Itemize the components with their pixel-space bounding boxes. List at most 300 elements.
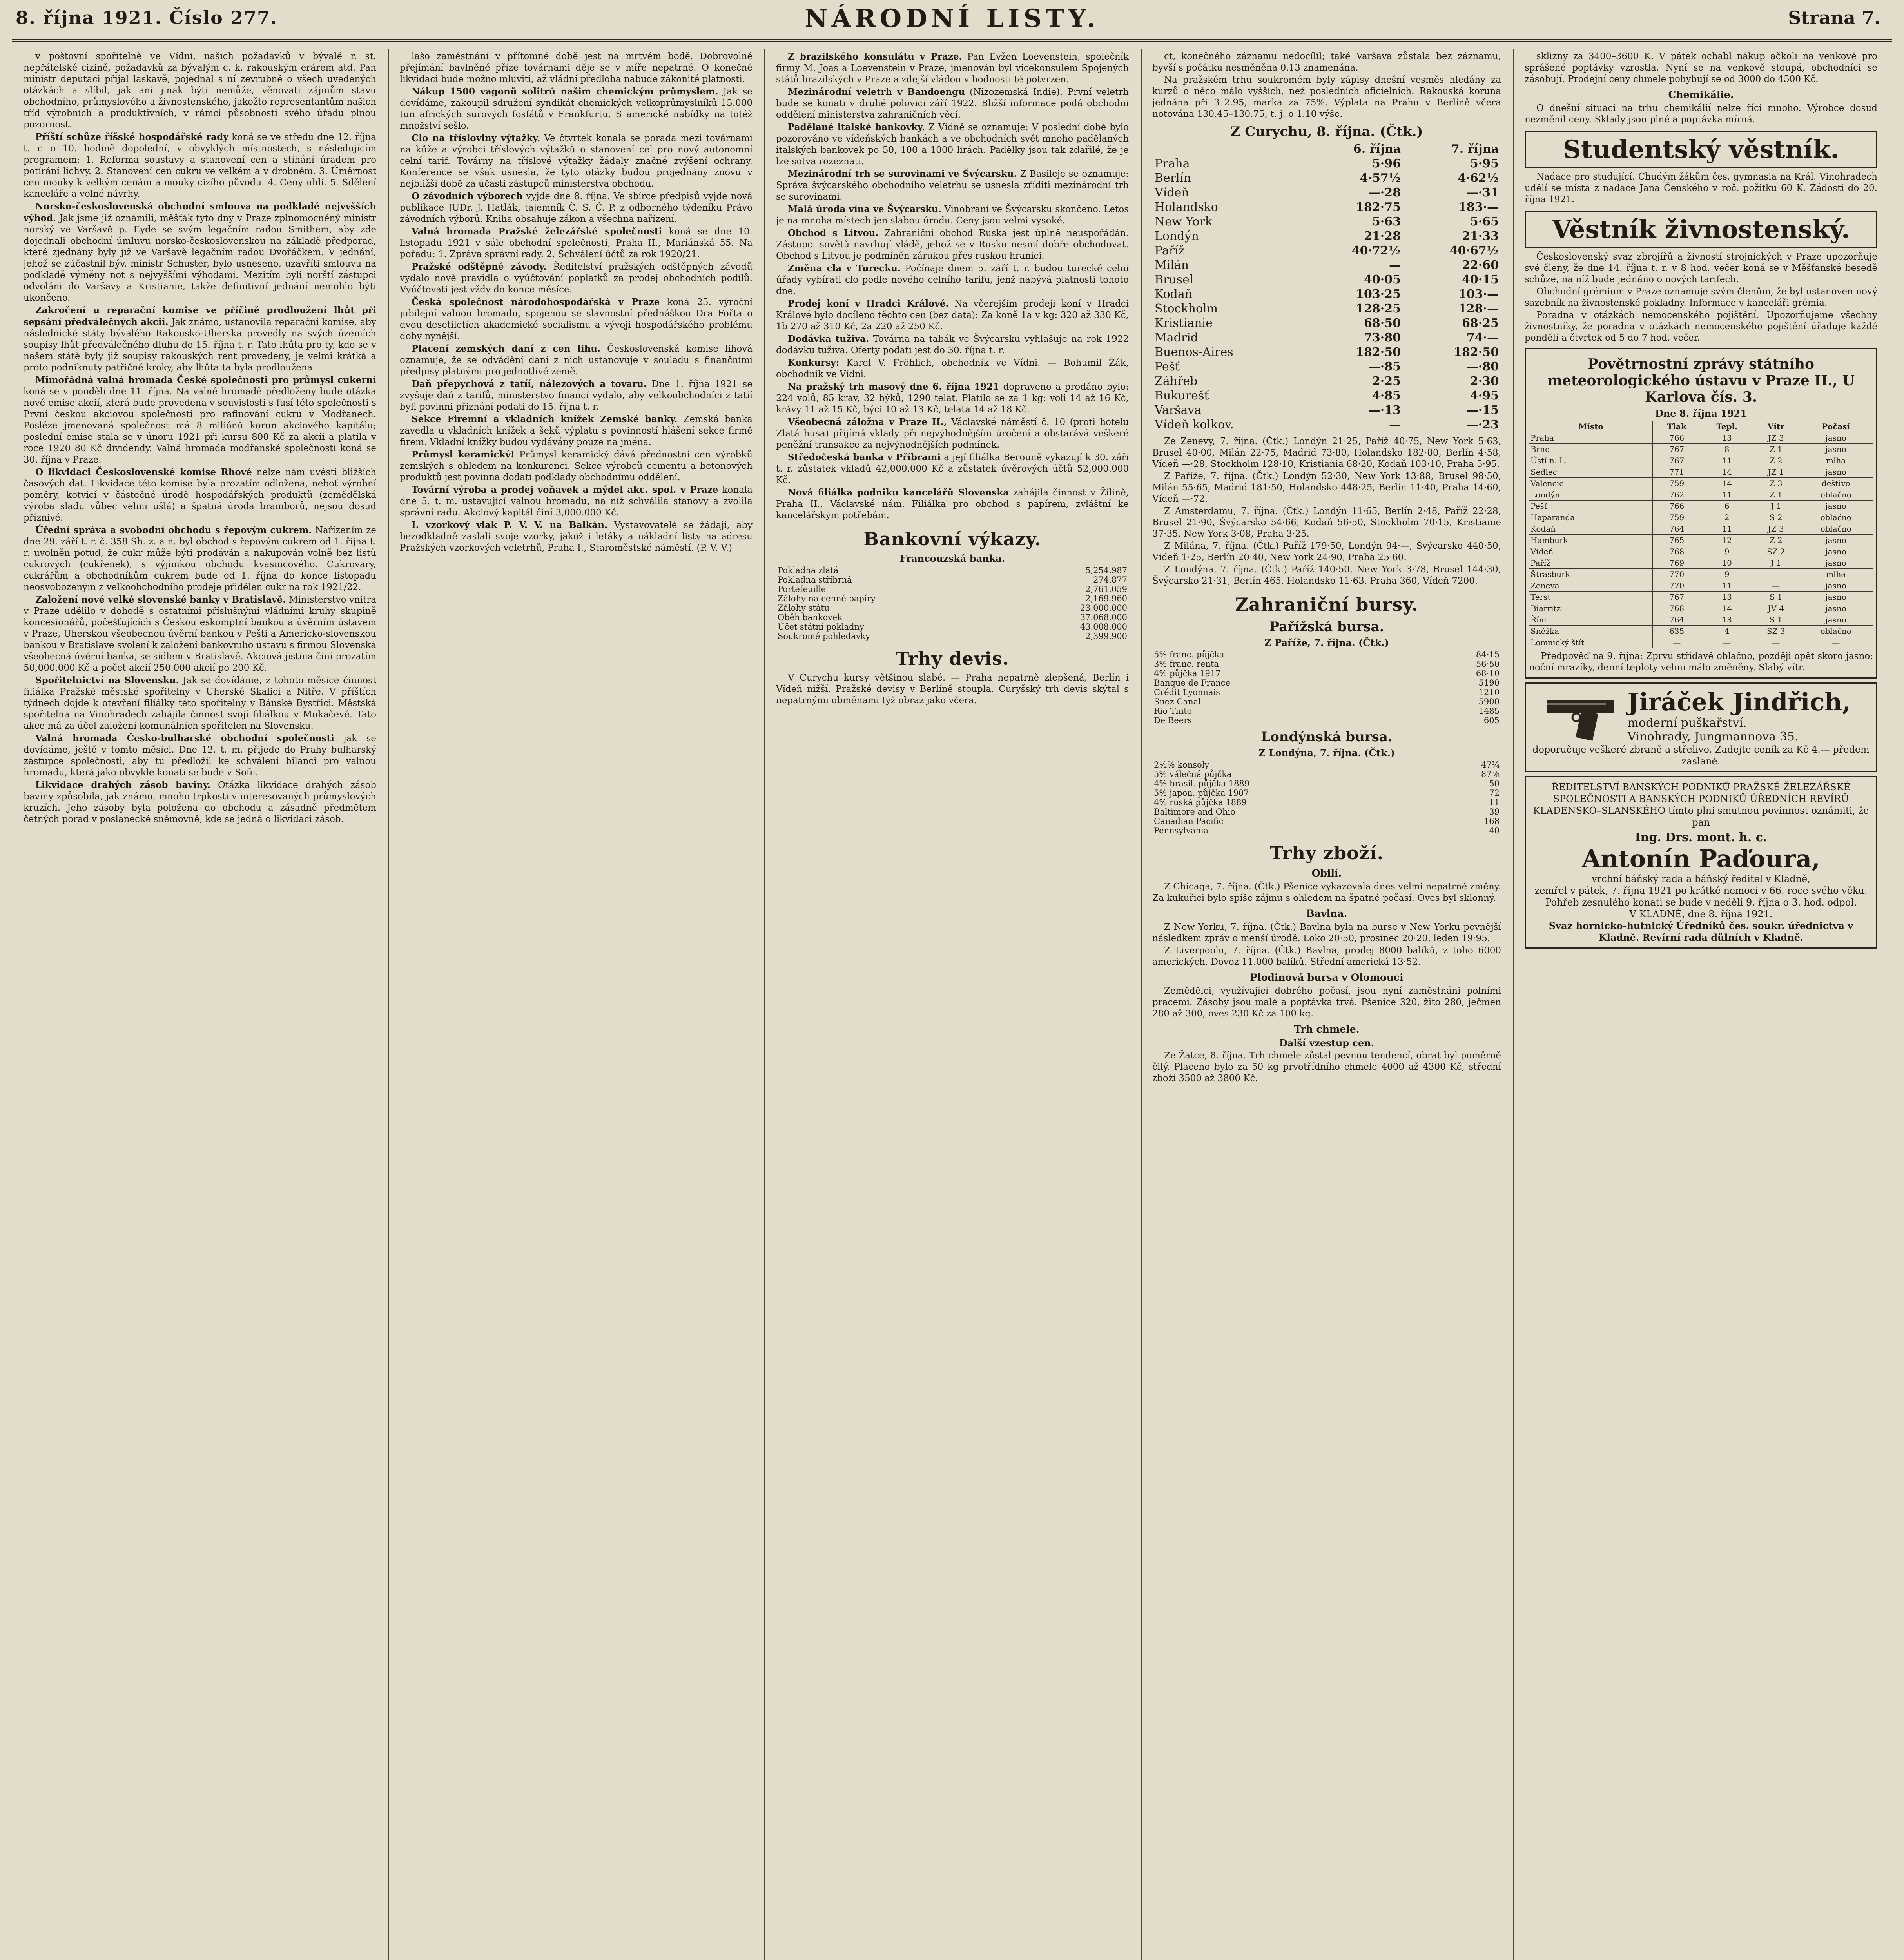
- weather-state: jasno: [1799, 603, 1873, 614]
- weather-state: jasno: [1799, 557, 1873, 569]
- article-text: Z Paříže, 7. října. (Čtk.) Londýn 52·30, New York 13·88, Brusel 98·50, Milán 55·65, Madrid 181·50, Holandsko 448·25, Berlín 11·40, Praha 14·60, Vídeň —·72.: [1152, 471, 1501, 504]
- weather-wind: SZ 3: [1753, 626, 1799, 637]
- currency-name: Berlín: [1155, 171, 1191, 185]
- article-heading: Daň přepychová z tatíí, nálezových a tovaru.: [412, 379, 647, 389]
- gunsmith-desc: doporučuje veškeré zbraně a střelivo. Zadejte ceník za Kč 4.— předem zaslané.: [1532, 744, 1870, 767]
- currency-name: Madrid: [1155, 331, 1198, 345]
- weather-wind: JZ 1: [1753, 466, 1799, 478]
- rate-oct-7: 182·50: [1454, 345, 1499, 359]
- article-text: Prodej koní v Hradci Králové. Na včerejším prodeji koní v Hradci Králové bylo docíleno těchto cen (bez data): Za koně 1a v kg: 320 až 330 Kč, 1b 270 až 310 Kč, 2a 220 až 250 Kč.: [776, 298, 1129, 332]
- london-row: [1152, 788, 1501, 798]
- rate-oct-7: 128·—: [1458, 302, 1499, 316]
- article-heading: Česká společnost národohospodářská v Praze: [412, 297, 660, 307]
- article-heading: Příští schůze říšské hospodářské rady: [35, 132, 228, 142]
- weather-pressure: 768: [1653, 546, 1701, 557]
- column-2: [400, 51, 753, 1960]
- article-heading: Na pražský trh masový dne 6. října 1921: [788, 381, 999, 392]
- page-header: [0, 0, 1904, 51]
- row-label: Baltimore and Ohio: [1154, 807, 1235, 817]
- row-value: 68·10: [1476, 669, 1500, 678]
- section-title: Zahraniční bursy.: [1235, 594, 1418, 615]
- weather-pressure: 765: [1653, 535, 1701, 546]
- article-text: Z Londýna, 7. října. (Čtk.) Paříž 140·50, New York 3·78, Brusel 144·30, Švýcarsko 21·31, Berlín 465, Holandsko 11·63, Praha 360, Vídeň 7200.: [1152, 564, 1501, 586]
- column-4: [1152, 51, 1501, 1960]
- weather-state: deštivo: [1799, 478, 1873, 489]
- weather-wind: —: [1753, 580, 1799, 592]
- row-value: 72: [1489, 788, 1500, 798]
- row-value: 84·15: [1476, 650, 1500, 659]
- paris-row: [1152, 706, 1501, 716]
- rate-oct-6: 68·50: [1364, 316, 1401, 330]
- article-text: Valná hromada Pražské železářské společnosti koná se dne 10. listopadu 1921 v sále obchodní společnosti, Praha II., Mariánská 55. Na pořadu: 1. Zpráva správní rady. 2. Schválení účtů za rok 1920/21.: [400, 226, 753, 260]
- article-text: Z Liverpoolu, 7. října. (Čtk.) Bavlna, prodej 8000 balíků, z toho 6000 amerických. Dovoz 11.000 balíků. Střední americká 13·52.: [1152, 946, 1501, 967]
- article-text: Pražské odštěpné závody. Ředitelství pražských odštěpných závodů vydalo nově pravidla o vyúčtování poplatků za prodej obchodních podílů. Vyúčtovati jest vždy do konce měsíce.: [400, 261, 753, 295]
- weather-header: Počasí: [1799, 421, 1873, 432]
- article-text: Příští schůze říšské hospodářské rady koná se ve středu dne 12. října t. r. o 10. hodině dopolední, v obvyklých místnostech, s následujícím programem: 1. Reforma soustavy a stanovení cen a stíhání úradem pro potírání lichvy. 2. Stanovení cen cukru ve velkém a v drobném. 3. Úměrnost cen mouky k velkým cenám a mouky cizího původu. 4. Ceny uhlí. 5. Sdělení kanceláře a volné návrhy.: [24, 132, 376, 199]
- currency-name: Vídeň: [1155, 186, 1189, 200]
- bank-table: [776, 566, 1129, 641]
- weather-place: Štrasburk: [1529, 569, 1653, 580]
- weather-row: [1529, 489, 1873, 501]
- weather-row: [1529, 478, 1873, 489]
- section-subtitle: Francouzská banka.: [899, 553, 1005, 564]
- article-heading: Padělané italské bankovky.: [788, 122, 925, 132]
- weather-pressure: 766: [1653, 501, 1701, 512]
- currency-name: Stockholm: [1155, 302, 1218, 316]
- vestnik-zivnostensky-banner: Věstník živnostenský.: [1525, 211, 1877, 248]
- weather-pressure: 770: [1653, 569, 1701, 580]
- weather-pressure: 771: [1653, 466, 1701, 478]
- weather-report: [1525, 348, 1877, 679]
- weather-state: jasno: [1799, 444, 1873, 455]
- row-label: Rio Tinto: [1154, 706, 1192, 716]
- weather-wind: —: [1753, 637, 1799, 648]
- london-row: [1152, 826, 1501, 835]
- currency-name: Holandsko: [1155, 200, 1218, 214]
- currency-name: Varšava: [1155, 403, 1202, 417]
- row-label: 5% japon. půjčka 1907: [1154, 788, 1249, 798]
- column-3: [776, 51, 1129, 1960]
- row-label: 5% franc. půjčka: [1154, 650, 1224, 659]
- date-issue: 8. října 1921. Číslo 277.: [16, 7, 277, 28]
- weather-row: [1529, 637, 1873, 648]
- article-text: Daň přepychová z tatíí, nálezových a tovaru. Dne 1. října 1921 se zvyšuje daň z tarifů, ministerstvo financí vydalo, aby velkoobchodníci z tatíí byli povinni přiznání podati do 15. října t. r.: [400, 379, 753, 412]
- row-value: 168: [1483, 817, 1500, 826]
- rate-oct-7: 74·—: [1466, 331, 1499, 345]
- article-text: Ze Žatce, 8. října. Trh chmele zůstal pevnou tendencí, obrat byl poměrně čilý. Placeno bylo za 50 kg prvotřídního chmele 4000 až 4300 Kč, střední zboží 3500 až 3800 Kč.: [1152, 1051, 1501, 1083]
- currency-name: Vídeň kolkov.: [1155, 418, 1234, 432]
- weather-header: Tepl.: [1701, 421, 1753, 432]
- zurich-table: [1152, 142, 1501, 432]
- weather-wind: SZ 2: [1753, 546, 1799, 557]
- article-text: Mimořádná valná hromada České společnosti pro průmysl cukerní koná se v pondělí dne 11. října. Na valné hromadě předloženy bude otázka nové emise akcií, která bude provedena v souvislosti s fusí této společnosti s První českou akciovou společností pro rafinování cukru v Modřanech. Posléze jmenovaná společnost má 8 miliónů korun akciového kapitálu; poslední emise stala se v únoru 1921 při kursu 800 Kč za akcii a platila v roce 1920 80 Kč dividendy. Valná hromada modřanské společnosti koná se 30. října v Praze.: [24, 375, 376, 465]
- weather-row: [1529, 455, 1873, 466]
- currency-name: Záhřeb: [1155, 374, 1198, 388]
- weather-temp: 9: [1701, 546, 1753, 557]
- row-label: 5% válečná půjčka: [1154, 769, 1232, 779]
- rate-oct-6: 5·96: [1372, 157, 1401, 171]
- weather-pressure: 767: [1653, 592, 1701, 603]
- section-title: Trhy devis.: [896, 648, 1009, 669]
- paris-row: [1152, 697, 1501, 706]
- weather-wind: S 1: [1753, 614, 1799, 626]
- weather-temp: —: [1701, 637, 1753, 648]
- row-label: Canadian Pacific: [1154, 817, 1224, 826]
- weather-row: [1529, 614, 1873, 626]
- row-label: 4% ruská půjčka 1889: [1154, 798, 1247, 807]
- rate-oct-6: 2·25: [1372, 374, 1401, 388]
- section-subtitle: Pařížská bursa.: [1269, 619, 1384, 635]
- weather-row: [1529, 603, 1873, 614]
- row-value: 1485: [1478, 706, 1500, 716]
- row-label: Soukromé pohledávky: [778, 632, 870, 641]
- obituary-signers: Svaz hornicko-hutnický Úředníků čes. soukr. úřednictva v Kladně. Revírní rada důlních v Kladně.: [1549, 920, 1853, 943]
- article-text: Placení zemských daní z cen lihu. Československá komise lihová oznamuje, že se odvádění daní z nich ustanovuje v souladu s finančními předpisy platnými pro jednotlivé země.: [400, 343, 753, 377]
- london-row: [1152, 769, 1501, 779]
- row-value: 5,254.987: [1085, 566, 1127, 575]
- weather-forecast: Předpověď na 9. října: Zprvu střídavě oblačno, později opět skoro jasno; noční mrazíky, denní teploty velmi málo změněny. Slabý vítr.: [1529, 651, 1873, 673]
- section-subtitle: Chemikálie.: [1668, 89, 1734, 100]
- weather-row: [1529, 580, 1873, 592]
- row-label: 4% brasil. půjčka 1889: [1154, 779, 1250, 788]
- london-row: [1152, 760, 1501, 769]
- article-heading: Prodej koní v Hradci Králové.: [788, 298, 949, 309]
- section-subtitle: Plodinová bursa v Olomouci: [1250, 972, 1404, 983]
- weather-temp: 18: [1701, 614, 1753, 626]
- weather-state: jasno: [1799, 592, 1873, 603]
- weather-place: Ústí n. L.: [1529, 455, 1653, 466]
- weather-wind: JZ 3: [1753, 523, 1799, 535]
- weather-pressure: 764: [1653, 523, 1701, 535]
- article-text: Padělané italské bankovky. Z Vídně se oznamuje: V poslední době bylo pozorováno ve vídeňských bankách a ve obchodních svět mnoho padělaných italských bankovek po 50, 100 a 1000 lirách. Padělky jsou tak zdařilé, že je lze sotva rozeznati.: [776, 122, 1129, 167]
- zurich-header: 6. října: [1353, 142, 1401, 156]
- pistol-icon: [1539, 688, 1625, 743]
- weather-temp: 2: [1701, 512, 1753, 523]
- zurich-row: [1152, 214, 1501, 229]
- section-title: Bankovní výkazy.: [863, 528, 1041, 550]
- currency-name: Brusel: [1155, 273, 1193, 287]
- row-label: 3% franc. renta: [1154, 659, 1219, 669]
- currency-name: Praha: [1155, 157, 1190, 171]
- zurich-row: [1152, 229, 1501, 243]
- weather-state: jasno: [1799, 466, 1873, 478]
- rate-oct-7: —·15: [1466, 403, 1499, 417]
- weather-state: mlha: [1799, 569, 1873, 580]
- weather-state: oblačno: [1799, 489, 1873, 501]
- weather-state: mlha: [1799, 455, 1873, 466]
- paris-row: [1152, 678, 1501, 688]
- article-text: Clo na třísloviny výtažky. Ve čtvrtek konala se porada mezi továrnami na kůže a výrobci tříslových výtažků o stanovení cel pro nový autonomní celní tarif. Továrny na tříslové výtažky žádaly značné zvýšení ochrany. Konference se však usnesla, že tyto otázky budou projednány znovu v nejbližší době za účasti zástupců ministerstva obchodu.: [400, 133, 753, 189]
- row-value: 5190: [1478, 678, 1500, 688]
- bank-row: [776, 584, 1129, 594]
- weather-place: Sněžka: [1529, 626, 1653, 637]
- article-text: v poštovní spořitelně ve Vídni, našich požadavků v bývalé r. st. nepřátelské cizině, požadavků za bývalým c. k. rakouským erárem atd. Pan ministr deputaci přijal laskavě, pojednal s ní zevrubně o všech uvedených otázkách a slíbil, jak ani jinak býti nemůže, věnovati zájmům stavu obchodního, průmyslového a živnostenského, jakožto representantům našich tříd výrobních a produktivních, v rámci působnosti svého úřadu plnou pozornost.: [24, 51, 376, 130]
- weather-state: oblačno: [1799, 512, 1873, 523]
- article-text: ct, konečného záznamu nedocílil; také Varšava zůstala bez záznamu, byvší s počátku nesměněna 0.13 znamenána.: [1152, 51, 1501, 73]
- article-text: Sekce Firemní a vkladních knížek Zemské banky. Zemská banka zavedla u vkladních knížek a šeků výplatu s povinností hlášení sekce firmě firem. Vkladní knížky budou vydávány pouze na jména.: [400, 414, 753, 447]
- rate-oct-7: 103·—: [1458, 287, 1499, 301]
- article-text: Z Chicaga, 7. října. (Čtk.) Pšenice vykazovala dnes velmi nepatrné změny. Za kukuřici bylo spíše zájmu s ohledem na špatné počasí. Oves byl sklonný.: [1152, 882, 1501, 903]
- zurich-row: [1152, 388, 1501, 403]
- article-text: Nadace pro studující. Chudým žákům čes. gymnasia na Král. Vinohradech udělí se místa z nadace Jana Čenského v roč. požitku 60 K. Žádosti do 20. října 1921.: [1525, 172, 1877, 205]
- weather-table: [1529, 421, 1873, 648]
- zurich-row: [1152, 272, 1501, 287]
- weather-place: Haparanda: [1529, 512, 1653, 523]
- row-label: Pokladna stříbrná: [778, 575, 852, 584]
- weather-header: Tlak: [1653, 421, 1701, 432]
- row-value: 39: [1489, 807, 1500, 817]
- weather-place: Sedlec: [1529, 466, 1653, 478]
- rate-oct-7: 4·95: [1470, 389, 1499, 403]
- article-text: Středočeská banka v Příbrami a její filiálka Berouně vykazují k 30. září t. r. zůstatek vkladů 42,000.000 Kč a zůstatek úvěrových účtů 52,000.000 Kč.: [776, 452, 1129, 485]
- weather-pressure: 770: [1653, 580, 1701, 592]
- article-text: Spořitelnictví na Slovensku. Jak se dovídáme, z tohoto měsíce činnost filiálka Pražské městské spořitelny v Uherské Skalici a Nitře. V příštích týdnech dojde k otevření filiálky této spořitelny v Bánské Bystřici. Městská spořitelna na Vinohradech zahájila činnost svojí filiálkou v Mukačevě. Tato akce má za účel založení komunálních spořitelen na Slovensku.: [24, 675, 376, 731]
- weather-state: jasno: [1799, 535, 1873, 546]
- weather-pressure: 762: [1653, 489, 1701, 501]
- advertisement-gunsmith: [1525, 682, 1877, 772]
- weather-wind: JZ 3: [1753, 432, 1799, 444]
- weather-place: Pešť: [1529, 501, 1653, 512]
- weather-place: Londýn: [1529, 489, 1653, 501]
- article-text: Obchod s Litvou. Zahraniční obchod Ruska jest úplně neuspořádán. Zástupci sovětů navrhují vládě, jehož se v Rusku nesmí dobře obchodovat. Obchod s Litvou je podmíněn zárukou přes ruskou hranici.: [776, 228, 1129, 261]
- row-value: 43.008.000: [1080, 622, 1127, 632]
- weather-row: [1529, 444, 1873, 455]
- row-value: 47¾: [1481, 760, 1500, 769]
- article-text: Poradna v otázkách nemocenského pojištění. Upozorňujeme všechny živnostníky, že poradna v otázkách nemocenského pojištění úřaduje každé pondělí a čtvrtek od 5 do 7 hod. večer.: [1525, 310, 1877, 343]
- zurich-row: [1152, 287, 1501, 301]
- rate-oct-6: 40·72½: [1351, 244, 1401, 258]
- article-heading: Clo na třísloviny výtažky.: [412, 133, 540, 143]
- weather-row: [1529, 512, 1873, 523]
- masthead: NÁRODNÍ LISTY.: [805, 4, 1099, 33]
- weather-wind: Z 3: [1753, 478, 1799, 489]
- row-label: Pokladna zlatá: [778, 566, 839, 575]
- section-subtitle: Londýnská bursa.: [1261, 729, 1393, 745]
- article-text: O závodních výborech vyjde dne 8. října. Ve sbírce předpisů vyjde nová publikace JUDr. J. Hatlák, tajemník Č. S. Č. P. z odborného týdeníku Právo závodních výborů. Kniha obsahuje zákon a všechna nařízení.: [400, 191, 753, 224]
- weather-row: [1529, 501, 1873, 512]
- article-text: Mezinárodní veletrh v Bandoengu (Nizozemská Indie). První veletrh bude se konati v druhé polovici září 1922. Bližší informace podá obchodní oddělení ministerstva zahraničních věcí.: [776, 87, 1129, 120]
- weather-pressure: 767: [1653, 444, 1701, 455]
- weather-temp: 14: [1701, 478, 1753, 489]
- weather-wind: —: [1753, 569, 1799, 580]
- rate-oct-7: 183·—: [1458, 200, 1499, 214]
- weather-wind: JV 4: [1753, 603, 1799, 614]
- article-text: Valná hromada Česko-bulharské obchodní společnosti jak se dovídáme, ještě v tomto měsíci. Dne 12. t. m. přijede do Prahy bulharský zástupce společnosti, aby tu předložil ke schválení bilanci pro valnou hromadu, která jako obvykle konati se bude v Sofii.: [24, 733, 376, 778]
- rate-oct-6: 128·25: [1356, 302, 1401, 316]
- weather-place: Terst: [1529, 592, 1653, 603]
- row-value: 2,761.059: [1085, 584, 1127, 594]
- currency-name: Kodaň: [1155, 287, 1193, 301]
- weather-place: Vídeň: [1529, 546, 1653, 557]
- article-text: I. vzorkový vlak P. V. V. na Balkán. Vystavovatelé se žádají, aby bezodkladně zaslali svoje vzorky, jakož i letáky a nákladní listy na adresu Pražských vzorkových veletrhů, Praha I., Staroměstské náměstí. (P. V. V.): [400, 520, 753, 553]
- zurich-title: Z Curychu, 8. října. (Čtk.): [1230, 124, 1423, 140]
- rate-oct-6: 40·05: [1364, 273, 1401, 287]
- weather-wind: Z 2: [1753, 455, 1799, 466]
- paris-row: [1152, 688, 1501, 697]
- article-text: Z Amsterdamu, 7. října. (Čtk.) Londýn 11·65, Berlín 2·48, Paříž 22·28, Brusel 21·90, Švýcarsko 54·66, Kodaň 56·50, Stockholm 70·15, Kristianie 37·35, New York 3·08, Praha 3·25.: [1152, 506, 1501, 539]
- bank-row: [776, 603, 1129, 613]
- article-text: lašo zaměstnání v přítomné době jest na mrtvém bodě. Dobrovolné přejímání bavlněné příze továrnami děje se v míře nepatrné. O konečné likvidaci bude možno mluviti, až vládní předloha nabude zákonité platnosti.: [400, 51, 753, 84]
- bank-row: [776, 622, 1129, 632]
- article-heading: Dodávka tuživa.: [788, 334, 869, 344]
- london-row: [1152, 807, 1501, 817]
- article-text: Mezinárodní trh se surovinami ve Švýcarsku. Z Basileje se oznamuje: Správa švýcarského obchodního veletrhu se usnesla zříditi mezinárodní trh se surovinami.: [776, 169, 1129, 202]
- row-label: 2½% konsoly: [1154, 760, 1209, 769]
- currency-name: Kristianie: [1155, 316, 1213, 330]
- article-text: Česká společnost národohospodářská v Praze koná 25. výroční jubilejní valnou hromadu, spojenou se slavnostní přednáškou Dra Fořta o dvou desetiletích akademické socialismu a vývoji hospodářského problému doby nynější.: [400, 297, 753, 341]
- rate-oct-6: 182·50: [1356, 345, 1401, 359]
- paris-table: [1152, 650, 1501, 725]
- column-5: [1525, 51, 1877, 1960]
- rate-oct-7: 40·15: [1462, 273, 1499, 287]
- paris-row: [1152, 669, 1501, 678]
- weather-place: Praha: [1529, 432, 1653, 444]
- article-heading: Z brazilského konsulátu v Praze.: [788, 51, 962, 62]
- obituary-intro: ŘEDITELSTVÍ BANSKÝCH PODNIKŮ PRAŽSKÉ ŽELEZÁŘSKÉ SPOLEČNOSTI A BANSKÝCH PODNIKŮ ÚŘEDNÍCH REVÍRŮ KLADENSKO–SLANSKÉHO tímto plní smutnou povinnost oznámiti, že pan: [1533, 782, 1869, 828]
- weather-pressure: 759: [1653, 478, 1701, 489]
- article-heading: O likvidaci Československé komise Rhové: [35, 467, 252, 477]
- article-text: Obchodní grémium v Praze oznamuje svým členům, že byl ustanoven nový sazebník na živnostenské pokladny. Informace v kanceláři grémia.: [1525, 287, 1877, 308]
- article-heading: Nová filiálka podniku kancelářů Slovenska: [788, 487, 1009, 498]
- rate-oct-7: 22·60: [1462, 258, 1499, 272]
- article-heading: Nákup 1500 vagonů solitrů našim chemickým průmyslem.: [412, 86, 718, 97]
- zurich-row: [1152, 200, 1501, 214]
- weather-row: [1529, 592, 1873, 603]
- article-heading: Mimořádná valná hromada České společnosti pro průmysl cukerní: [35, 375, 376, 385]
- weather-pressure: 769: [1653, 557, 1701, 569]
- row-value: 1210: [1478, 688, 1500, 697]
- section-dateline: Z Londýna, 7. října. (Čtk.): [1258, 747, 1395, 759]
- weather-temp: 11: [1701, 455, 1753, 466]
- article-heading: Valná hromada Česko-bulharské obchodní společnosti: [35, 733, 334, 744]
- zurich-row: [1152, 374, 1501, 388]
- row-value: 605: [1483, 716, 1500, 725]
- article-text: Tovární výroba a prodej voňavek a mýdel akc. spol. v Praze konala dne 5. t. m. ustavující valnou hromadu, na níž schválila stanovy a zvolila správní radu. Akciový kapitál činí 3,000.000 Kč.: [400, 485, 753, 518]
- article-heading: Malá úroda vína ve Švýcarsku.: [788, 204, 941, 214]
- weather-pressure: —: [1653, 637, 1701, 648]
- bank-row: [776, 575, 1129, 584]
- weather-place: Valencie: [1529, 478, 1653, 489]
- row-value: 23.000.000: [1080, 603, 1127, 613]
- currency-name: New York: [1155, 215, 1212, 229]
- weather-wind: S 2: [1753, 512, 1799, 523]
- obituary-text: zemřel v pátek, 7. října 1921 po krátké nemoci v 66. roce svého věku. Pohřeb zesnulého konati se bude v neděli 9. října o 3. hod. odpol.: [1534, 885, 1868, 908]
- article-heading: Tovární výroba a prodej voňavek a mýdel akc. spol. v Praze: [412, 485, 718, 495]
- row-value: 2,399.900: [1085, 632, 1127, 641]
- article-text: Konkursy: Karel V. Fröhlich, obchodník ve Vídni. — Bohumil Žák, obchodník ve Vídni.: [776, 358, 1129, 379]
- row-value: 56·50: [1476, 659, 1500, 669]
- zurich-row: [1152, 359, 1501, 374]
- rate-oct-6: 4·85: [1372, 389, 1401, 403]
- article-text: Na pražský trh masový dne 6. října 1921 dopraveno a prodáno bylo: 224 volů, 85 krav, 32 býků, 1290 telat. Platilo se za 1 kg: voli 14 až 16 Kč, krávy 11 až 15 Kč, býci 10 až 13 Kč, telata 14 až 18 Kč.: [776, 381, 1129, 415]
- article-text: O likvidaci Československé komise Rhové nelze nám uvésti bližších časových dat. Likvidace této komise byla prozatím odložena, neboť výrobní poměry, kotvicí v částečné úrodě hospodářských produktů (zemědělská výroba sladu vůbec velmi ušlá) a špatná úroda bramborů, nejsou dosud příznivé.: [24, 467, 376, 523]
- article-text: V Curychu kursy většinou slabé. — Praha nepatrně zlepšená, Berlín i Vídeň nižší. Pražské devisy v Berlíně stoupla. Curyšský trh devis skýtal s nepatrnými obměnami týž obraz jako včera.: [776, 673, 1129, 706]
- article-heading: Konkursy:: [788, 358, 840, 368]
- zurich-row: [1152, 403, 1501, 417]
- article-heading: Založení nové velké slovenské banky v Bratislavě.: [35, 594, 286, 605]
- rate-oct-7: 2·30: [1470, 374, 1499, 388]
- currency-name: Milán: [1155, 258, 1189, 272]
- bank-row: [776, 632, 1129, 641]
- row-value: 5900: [1478, 697, 1500, 706]
- obituary-role: vrchní báňský rada a báňský ředitel v Kladně,: [1592, 873, 1810, 884]
- obituary-title: Ing. Drs. mont. h. c.: [1635, 831, 1767, 844]
- weather-place: Lomnický štít: [1529, 637, 1653, 648]
- row-value: 37.068.000: [1080, 613, 1127, 622]
- paris-row: [1152, 716, 1501, 725]
- weather-temp: 10: [1701, 557, 1753, 569]
- zurich-row: [1152, 156, 1501, 171]
- weather-state: —: [1799, 637, 1873, 648]
- article-text: Z Milána, 7. října. (Čtk.) Paříž 179·50, Londýn 94·—, Švýcarsko 440·50, Vídeň 1·25, Berlín 20·40, New York 24·90, Praha 25·60.: [1152, 541, 1501, 563]
- weather-place: Biarritz: [1529, 603, 1653, 614]
- row-label: Oběh bankovek: [778, 613, 843, 622]
- gunsmith-text: [1628, 688, 1863, 744]
- rate-oct-7: —·23: [1466, 418, 1499, 432]
- row-value: 50: [1489, 779, 1500, 788]
- article-text: Z New Yorku, 7. října. (Čtk.) Bavlna byla na burse v New Yorku pevnější následkem zpráv o menší úrodě. Loko 20·50, prosinec 20·20, leden 19·95.: [1152, 922, 1501, 944]
- weather-place: Paříž: [1529, 557, 1653, 569]
- article-text: Zakročení u reparační komise ve příčině prodloužení lhůt při sepsání předválečných akcií. Jak známo, ustanovila reparační komise, aby následnické státy bývalého Rakousko-Uherska provedly na svých územích soupisy lhůt předválečného dluhu do 15. října t. r. Tato lhůta pro ty, kdo se v našem státě byly již soupisy rakouských rent provedeny, je velmi krátká a proto podniknuty patřičné kroky, aby lhůta ta byla prodloužena.: [24, 305, 376, 373]
- weather-temp: 13: [1701, 432, 1753, 444]
- weather-state: jasno: [1799, 614, 1873, 626]
- article-text: Průmysl keramický! Průmysl keramický dává přednostní cen výrobků zemských s ohledem na konkurenci. Sekce výrobců cementu a betonových produktů jest povinna dodati podklady obchodnímu oddělení.: [400, 449, 753, 483]
- weather-temp: 11: [1701, 523, 1753, 535]
- weather-pressure: 767: [1653, 455, 1701, 466]
- rate-oct-6: —: [1389, 418, 1401, 432]
- currency-name: Bukurešť: [1155, 389, 1209, 403]
- article-text: sklizny za 3400–3600 K. V pátek ochabl nákup ačkoli na venkově pro sprášené poptávky vzrostla. Nyní se na venkově stoupá, obchodníci se zásobují. Prodejní ceny chmele pohybují se od 3000 do 4500 Kč.: [1525, 51, 1877, 84]
- weather-header: Místo: [1529, 421, 1653, 432]
- page-number: Strana 7.: [1788, 7, 1880, 28]
- bank-row: [776, 613, 1129, 622]
- section-title: Trhy zboží.: [1269, 842, 1384, 864]
- weather-row: [1529, 569, 1873, 580]
- article-heading: Likvidace drahých zásob baviny.: [35, 780, 210, 790]
- weather-row: [1529, 432, 1873, 444]
- zurich-row: [1152, 185, 1501, 200]
- column-divider: [1513, 49, 1514, 1960]
- rate-oct-6: —·28: [1368, 186, 1401, 200]
- weather-place: Kodaň: [1529, 523, 1653, 535]
- weather-temp: 6: [1701, 501, 1753, 512]
- rate-oct-7: 5·65: [1470, 215, 1499, 229]
- rate-oct-6: —·85: [1368, 360, 1401, 374]
- article-heading: Pražské odštěpné závody.: [412, 261, 547, 272]
- currency-name: Paříž: [1155, 244, 1185, 258]
- article-heading: Zakročení u reparační komise ve příčině prodloužení lhůt při sepsání předválečných akcií.: [24, 305, 376, 327]
- weather-header: Vítr: [1753, 421, 1799, 432]
- row-label: Banque de France: [1154, 678, 1230, 688]
- column-divider: [1141, 49, 1142, 1960]
- rate-oct-7: 4·62½: [1458, 171, 1499, 185]
- gunsmith-sub: moderní puškařství.: [1627, 716, 1747, 730]
- rate-oct-7: 40·67½: [1449, 244, 1499, 258]
- article-text: Všeobecná záložna v Praze II., Václavské náměstí č. 10 (proti hotelu Zlatá husa) přijímá vklady při nejvýhodnějším úročení a obstarává veškeré peněžní transakce za nejvýhodnějších podmínek.: [776, 417, 1129, 450]
- row-value: 11: [1489, 798, 1500, 807]
- zurich-row: [1152, 316, 1501, 330]
- article-text: Likvidace drahých zásob baviny. Otázka likvidace drahých zásob baviny způsobila, jak známo, mnoho trpkosti v interesovaných průmyslových kruzích. Jeho zásoby byla položena do obchodu a zásadně předmětem četných porad v poslanecké sněmovně, kde se jedná o likvidaci zásob.: [24, 780, 376, 824]
- section-subtitle: Bavlna.: [1306, 908, 1347, 919]
- weather-wind: Z 1: [1753, 444, 1799, 455]
- article-heading: Spořitelnictví na Slovensku.: [35, 675, 179, 686]
- article-heading: Obchod s Litvou.: [788, 228, 879, 238]
- weather-temp: 14: [1701, 466, 1753, 478]
- row-label: Portefeuille: [778, 584, 826, 594]
- weather-date: Dne 8. října 1921: [1655, 408, 1747, 419]
- weather-wind: Z 2: [1753, 535, 1799, 546]
- article-text: Úřední správa a svobodní obchodu s řepovým cukrem. Nařízením ze dne 29. září t. r. č. 358 Sb. z. a n. byl obchod s řepovým cukrem od 1. října t. r. uvolněn potud, že cukr může býti prodáván a nakupován volně bez listů cukrových (cukřenek), s výjimkou obchodu kvasnicového. Cukrovary, cukrářům a obchodníkům cukrem bude od 1. října do konce listopadu neosvobozeným z velkoobchodního prodeje přidělen cukr na rok 1921/22.: [24, 525, 376, 592]
